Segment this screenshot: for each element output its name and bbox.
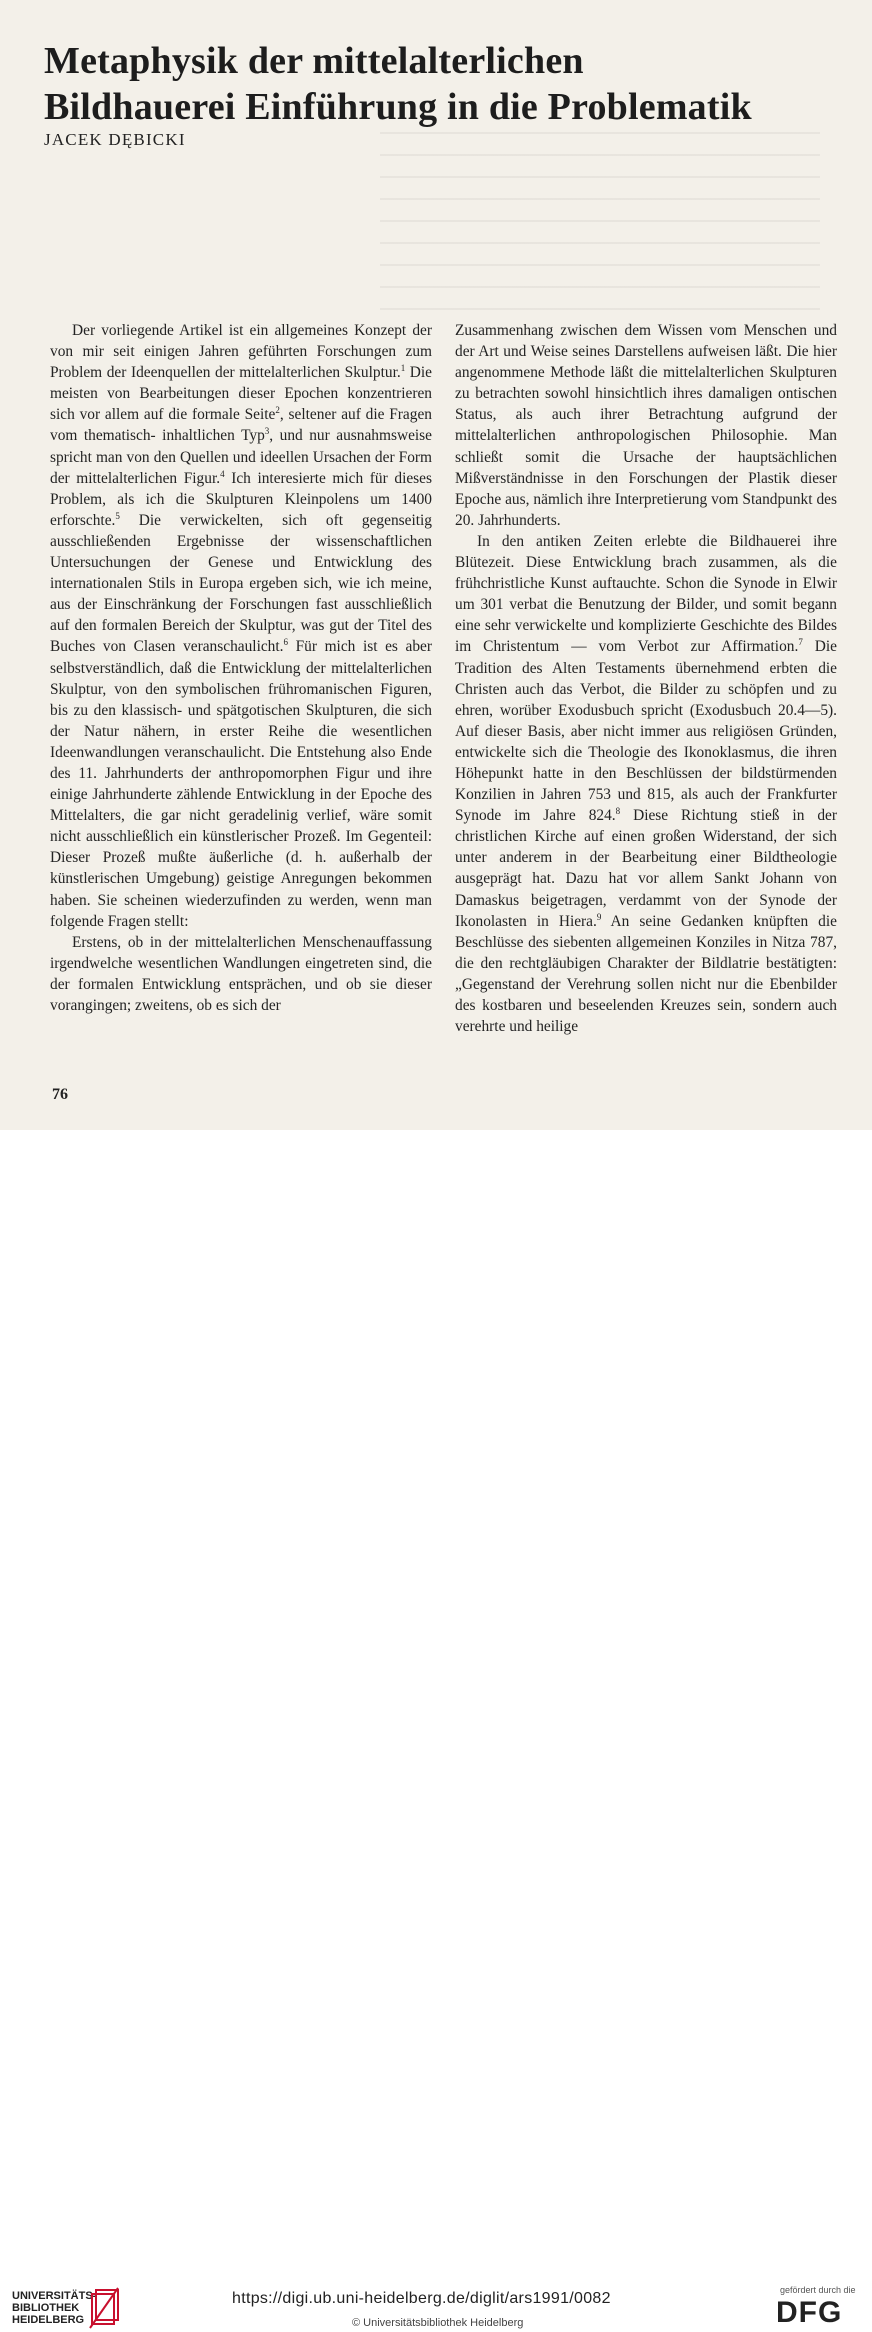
dfg-logo: DFG	[776, 2296, 843, 2329]
library-logo-text	[12, 2290, 96, 2326]
right-column	[455, 320, 837, 1037]
footnote-marker: 7	[798, 637, 803, 648]
author-name: JACEK DĘBICKI	[44, 130, 186, 149]
text-run: , seltener auf die Fragen vom thematisch- inhaltlichen Typ	[50, 406, 432, 445]
paragraph: Zusammenhang zwischen dem Wissen vom Menschen und der Art und Weise seines Darstellens aufweisen läßt. Die hier angenommene Methode läßt die mittelalterlichen Skulpturen zu betrachten sowohl hinsichtlich ihres damaligen ontischen Status, als auch ihrer Betrachtung aufgrund der mittelalterlichen anthropologischen Philosophie. Man schließt somit die Ursache der hauptsächlichen Mißverständnisse in den Forschungen der Plastik dieser Epoche aus, nämlich ihre Interpretierung vom Standpunkt des 20. Jahrhunderts.	[455, 322, 837, 529]
paragraph	[455, 531, 837, 1037]
copyright-notice: © Universitätsbibliothek Heidelberg	[352, 2317, 524, 2329]
library-line: UNIVERSITÄTS-	[12, 2290, 97, 2302]
dfg-funding-label: gefördert durch die	[780, 2285, 856, 2295]
scanned-page	[0, 0, 872, 1130]
footnote-marker: 2	[275, 405, 280, 416]
text-run: An seine Gedanken knüpften die Beschlüsse des siebenten allgemeinen Konziles in Nitza 787, die den rechtgläubigen Charakter der Bildlatrie bestätigten: „Gegenstand der Verehrung sollen nicht nur die Ebenbilder des kostbaren und beseelenden Kreuzes sein, sondern auch verehrte und heilige	[455, 912, 837, 1036]
footnote-marker: 1	[400, 363, 406, 374]
footnote-marker: 8	[615, 806, 621, 817]
text-run: Ich interesierte mich für dieses Problem, als ich die Skulpturen Kleinpolens um 1400 erforschte.	[50, 469, 432, 529]
viewer-footer	[0, 1130, 872, 2329]
text-run: Der vorliegende Artikel ist ein allgemeines Konzept der von mir seit einigen Jahren geführten Forschungen zum Problem der Ideenquellen der mittelalterlichen Skulptur.	[50, 322, 432, 382]
footnote-marker: 9	[596, 911, 602, 922]
title-line-1: Metaphysik der mittelalterlichen	[44, 40, 584, 82]
text-run: Diese Richtung stieß in der christlichen Kirche auf einen großen Widerstand, der sich unter anderem in der Bearbeitung einer Bildtheologie ausgeprägt hat. Dazu hat vor allem Sankt Johann von Damaskus beigetragen, verdammt von der Synode der Ikonolasten in Hiera.	[455, 807, 837, 930]
show-through-texture	[380, 120, 820, 310]
title-line-2: Bildhauerei Einführung in die Problematik	[44, 86, 752, 128]
footnote-marker: 5	[115, 510, 120, 521]
library-line: HEIDELBERG	[12, 2314, 85, 2326]
permalink-url[interactable]: https://digi.ub.uni-heidelberg.de/diglit/ars1991/0082	[232, 2290, 611, 2307]
paragraph: Erstens, ob in der mittelalterlichen Menschenauffassung irgendwelche wesentlichen Wandlungen eingetreten sind, die der formalen Entwicklung entsprächen, und ob sie dieser vorangingen; zweitens, ob es sich der	[50, 933, 432, 1014]
paragraph	[50, 320, 432, 932]
text-run: In den antiken Zeiten erlebte die Bildhauerei ihre Blütezeit. Diese Entwicklung brach zusammen, als die frühchristliche Kunst auftauchte. Schon die Synode in Elwir um 301 verbat die Benutzung der Bilder, und somit begann eine sehr verwickelte und komplizierte Geschichte des Bildes im Christentum — vom Verbot zur Affirmation.	[455, 532, 837, 656]
text-run: Die meisten von Bearbeitungen dieser Epochen konzentrieren sich vor allem auf die formale Seite	[50, 364, 432, 424]
footnote-marker: 6	[283, 637, 288, 648]
text-run: Die verwickelten, sich oft gegenseitig ausschließenden Ergebnisse der wissenschaftlichen Untersuchungen der Genese und Entwicklung des internationalen Stils in Europa ergeben sich, wie ich meine, aus der Einschränkung der Forschungen fast ausschließlich auf den formalen Bereich der Skulptur, was gut der Titel des Buches von Clasen veranschaulicht.	[50, 511, 432, 656]
text-run: Die Tradition des Alten Testaments übernehmend erbten die Christen auch das Verbot, die Bilder zu schöpfen und zu ehren, worüber Exodusbuch spricht (Exodusbuch 20.4—5). Auf dieser Basis, aber nicht immer aus religiösen Gründen, entwickelte sich die Theologie des Ikonoklasmus, die ihren Höhepunkt hatte in den Beschlüssen der bildstürmenden Konzilien in Jahren 753 und 815, als auch der Frankfurter Synode im Jahre 824.	[455, 638, 837, 825]
footnote-marker: 3	[264, 426, 270, 437]
library-logo-icon	[86, 2286, 122, 2332]
article-title	[44, 38, 844, 130]
page-number: 76	[52, 1086, 68, 1103]
footnote-marker: 4	[220, 468, 225, 479]
text-run: Für mich ist es aber selbstverständlich, daß die Entwicklung der mittelalterlichen Skulptur, von den symbolischen frühromanischen Figuren, bis zu den klassisch- und spätgotischen Skulpturen, die sich der Natur nähern, in erster Reihe die wesentlichen Ideenwandlungen veranschaulicht. Die Entstehung also Ende des 11. Jahrhunderts der anthropomorphen Figur und ihre einige Jahrhunderte zählende Entwicklung in der Epoche des Mittelalters, die gar nicht geradelinig verlief, wäre somit nicht ausschließlich ein künstlerischer Prozeß. Im Gegenteil: Dieser Prozeß mußte äußerliche (d. h. außerhalb der künstlerischen Umgebung) geistige Anregungen bekommen haben. Sie scheinen wiederzufinden zu werden, wenn man folgende Fragen stellt:	[50, 638, 432, 930]
left-column	[50, 320, 432, 1016]
library-line: BIBLIOTHEK	[12, 2302, 80, 2314]
text-run: , und nur ausnahmsweise spricht man von den Quellen und ideellen Ursachen der Form der mittelalterlichen Figur.	[50, 427, 432, 487]
